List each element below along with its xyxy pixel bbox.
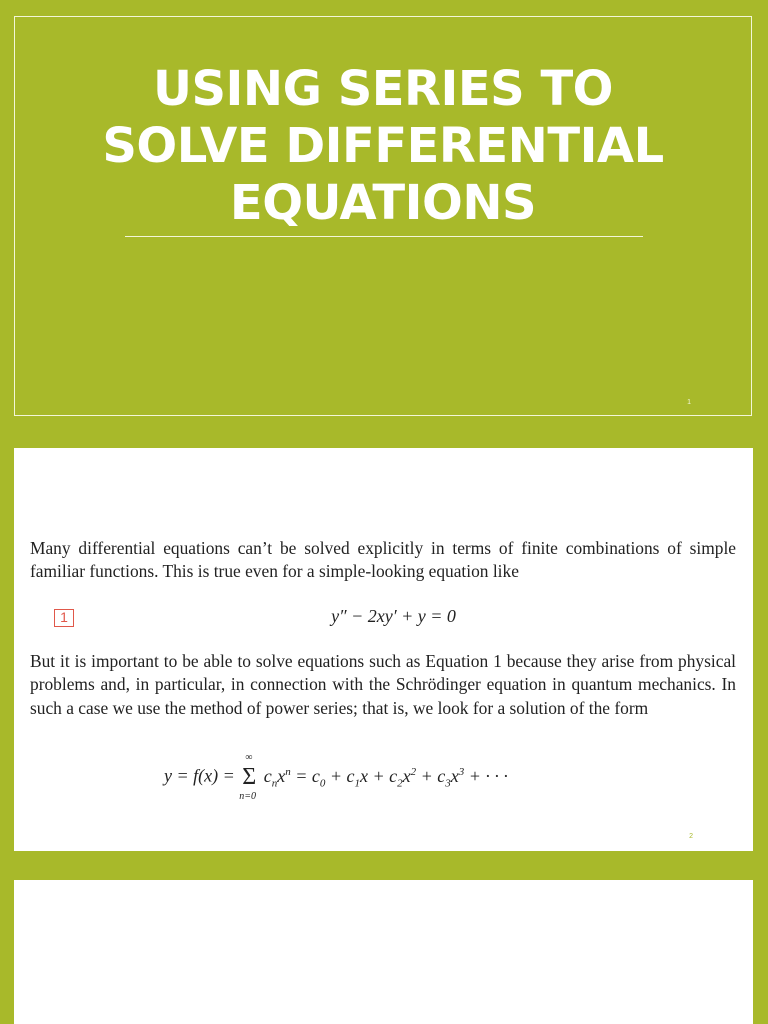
intro-paragraph: Many differential equations can’t be solved explicitly in terms of finite combinations of simple familiar functions. This is true even for a simple-looking equation like [30, 538, 736, 582]
sum-lower-limit: n=0 [239, 791, 257, 802]
sum-upper-limit: ∞ [245, 752, 253, 763]
power-series-equation [164, 752, 508, 802]
title-line-3: EQUATIONS [229, 175, 537, 231]
equation-1: y″ − 2xy′ + y = 0 [331, 606, 456, 626]
title-line-1: USING SERIES TO [153, 61, 613, 117]
series-term: $c_nx^n = c_0 + c_1x + c_2x^2 + c_3x^3$ + · · · [263, 765, 508, 790]
explanation-paragraph: But it is important to be able to solve equations such as Equation 1 because they arise from physical problems and, in particular, in connection with the Schrödinger equation in quantum mechanics. In such a case we use the method of power series; that is, we look for a solution of the form [30, 651, 736, 718]
equation-number-badge: 1 [54, 609, 74, 627]
equation-lhs: y = f(x) = [164, 765, 235, 786]
title-divider [125, 236, 643, 237]
slide-number: 1 [687, 399, 691, 406]
title-line-2: SOLVE DIFFERENTIAL [102, 118, 664, 174]
next-slide [14, 880, 753, 1024]
title-slide [14, 16, 752, 416]
slide-number: 2 [689, 833, 693, 840]
slide-title [15, 61, 751, 232]
content-slide [14, 448, 753, 851]
sigma-symbol: Σ ∞ n=0 [239, 752, 257, 802]
